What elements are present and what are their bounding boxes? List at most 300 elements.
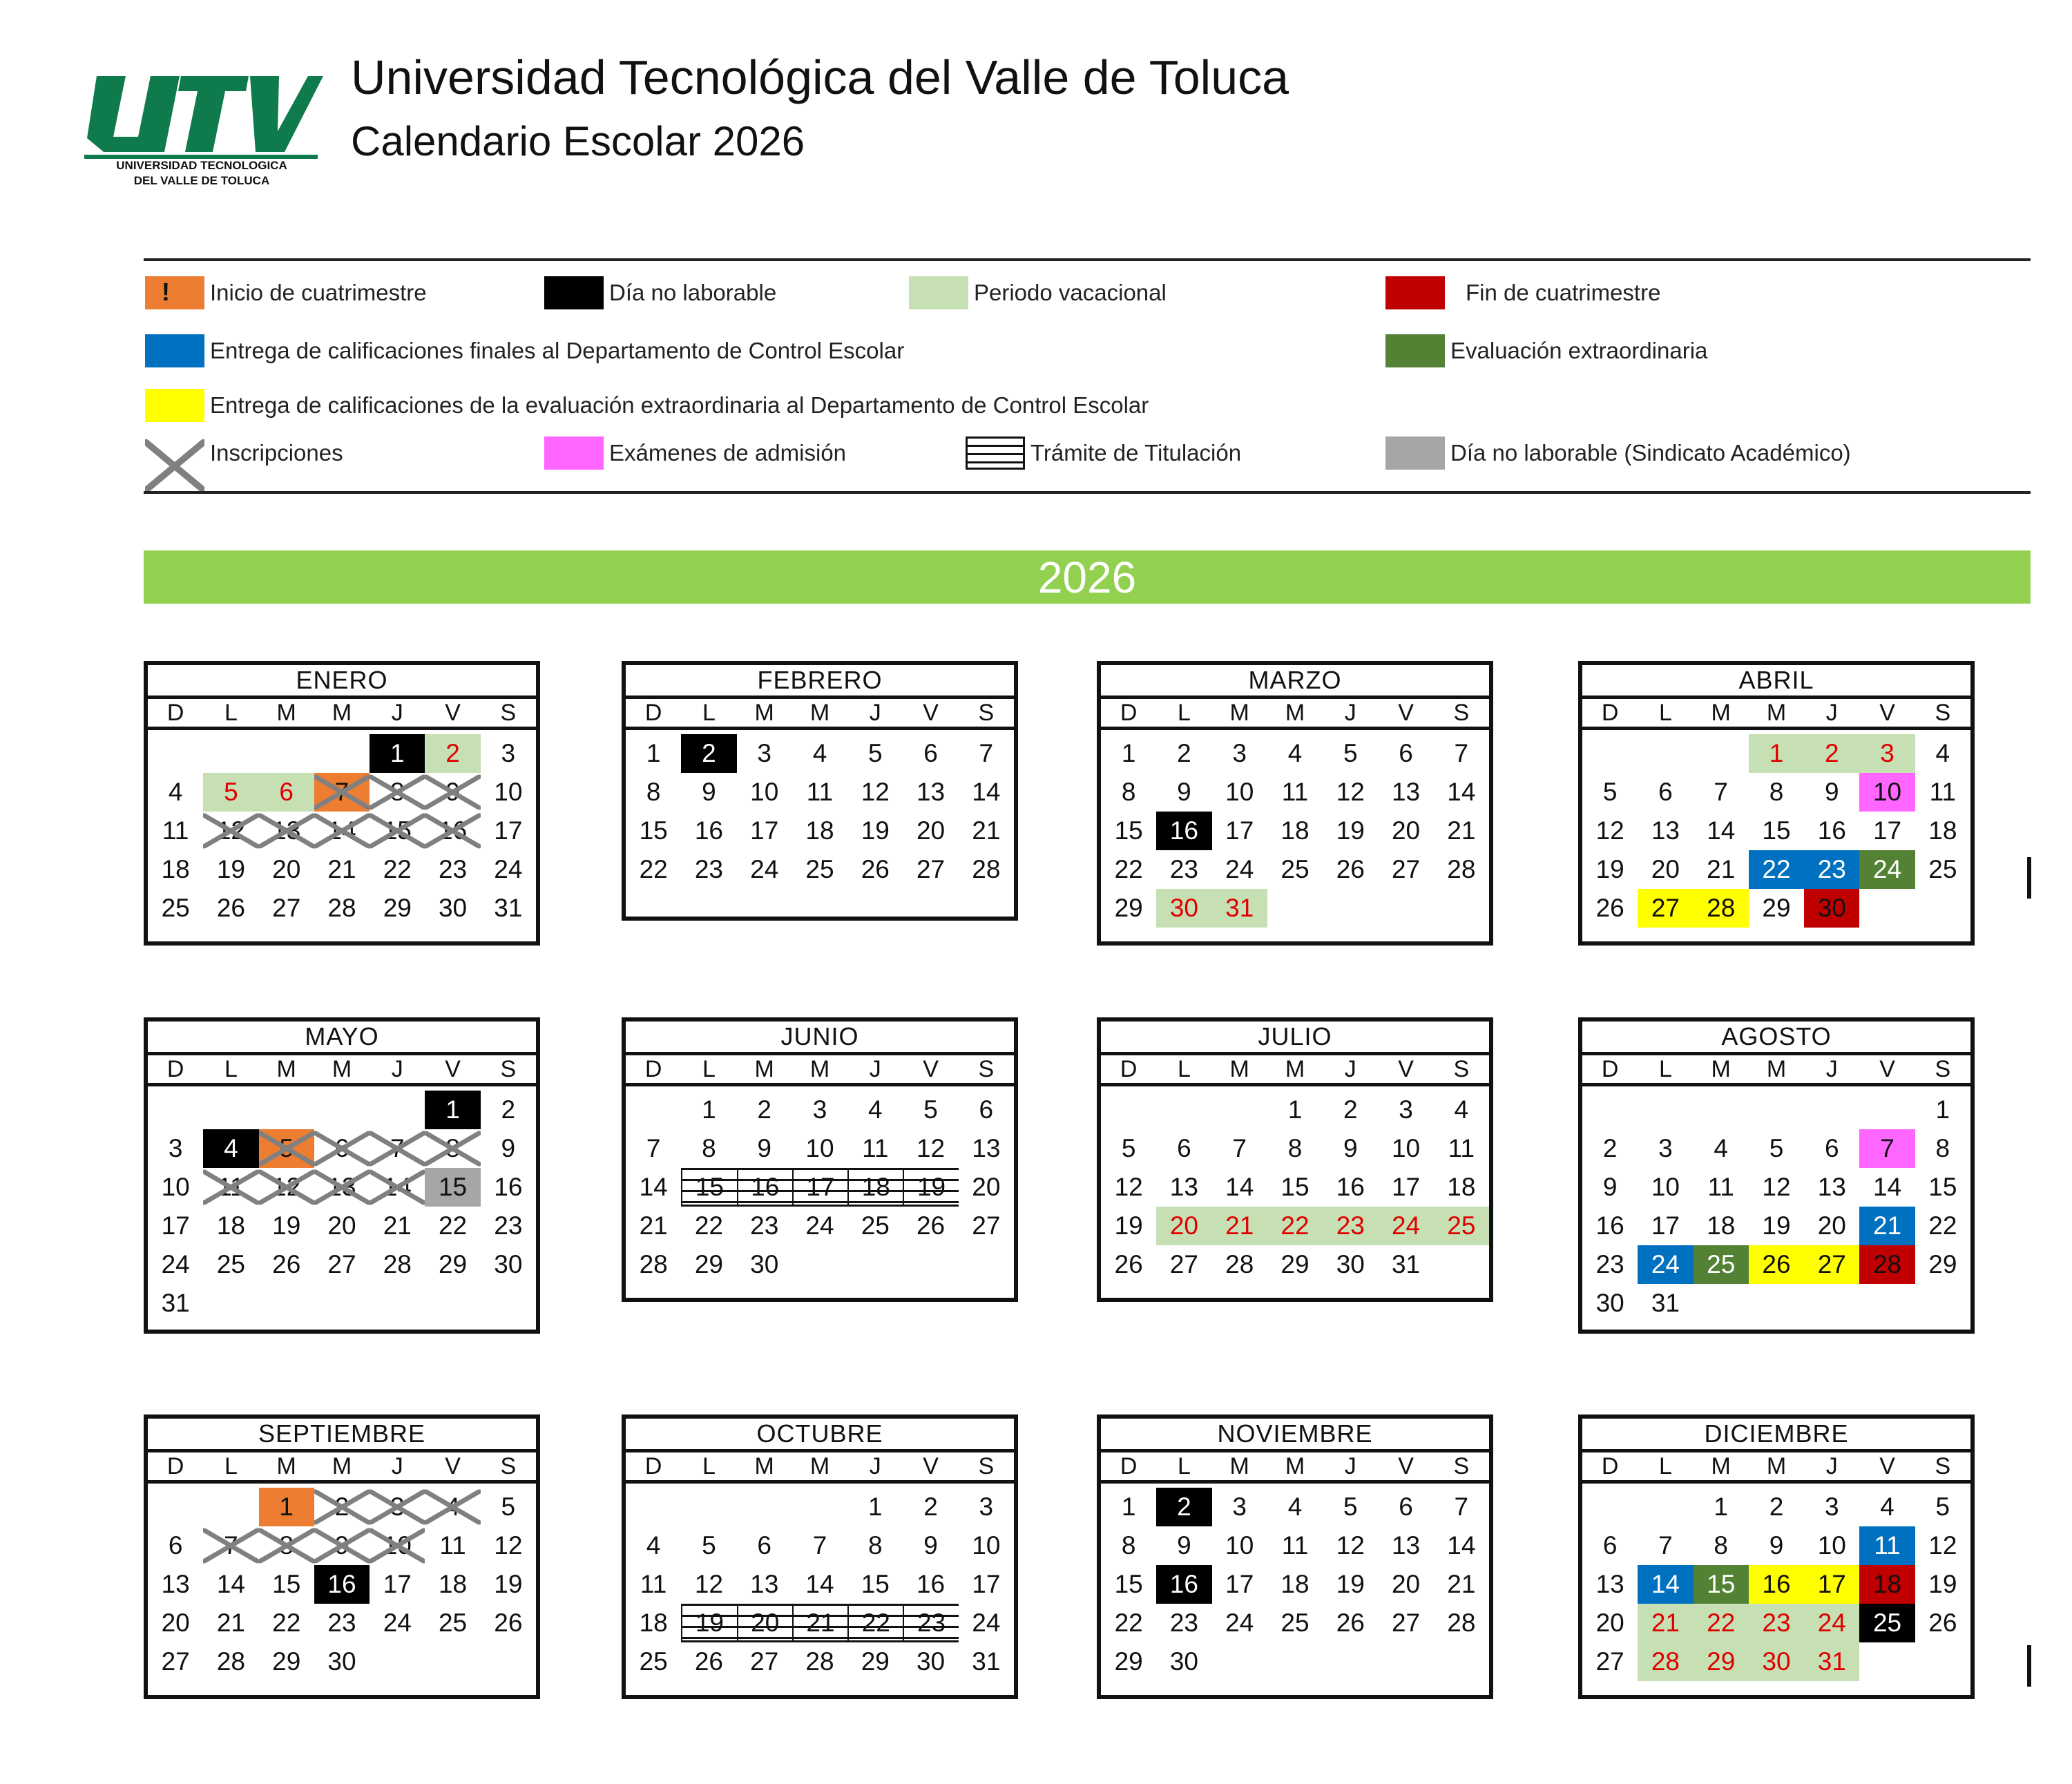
day-cell	[425, 1168, 480, 1207]
day-cell	[1378, 1168, 1433, 1207]
day-cell	[1212, 850, 1267, 889]
weekday-label: M	[809, 699, 830, 726]
empty-cell	[1378, 889, 1433, 928]
day-number: 29	[1707, 1647, 1736, 1676]
day-cell	[259, 1604, 314, 1642]
empty-cell	[626, 1091, 681, 1129]
day-number: 23	[917, 1609, 946, 1637]
day-number: 14	[383, 1173, 412, 1201]
day-cell	[481, 1168, 536, 1207]
weekday-label: V	[1879, 1452, 1895, 1479]
day-number: 28	[327, 894, 356, 922]
day-cell	[792, 773, 847, 812]
inscripcion-mark	[314, 773, 370, 812]
day-number: 27	[1391, 1609, 1421, 1637]
empty-cell	[1638, 734, 1693, 773]
day-number: 24	[1817, 1609, 1846, 1637]
day-cell	[626, 1565, 681, 1604]
weekday-label: S	[1453, 1452, 1470, 1479]
weekday-header	[1582, 1055, 1970, 1086]
empty-cell	[1101, 1091, 1156, 1129]
weekday-label: M	[332, 699, 352, 726]
weekday-label: V	[1398, 1055, 1414, 1082]
inscripcion-mark	[425, 812, 480, 850]
legend-label: Día no laborable (Sindicato Académico)	[1450, 440, 1851, 466]
day-number: 10	[1817, 1531, 1846, 1560]
day-cell	[148, 1129, 203, 1168]
day-cell	[1804, 1526, 1859, 1565]
day-cell	[1267, 1245, 1323, 1284]
weekday-label: V	[1879, 1055, 1895, 1082]
day-cell	[314, 1245, 370, 1284]
day-number: 9	[334, 1531, 349, 1560]
day-cell	[148, 1604, 203, 1642]
weekday-label: L	[1177, 1055, 1191, 1082]
day-number: 17	[161, 1211, 190, 1240]
day-number: 18	[639, 1609, 668, 1637]
empty-cell	[425, 1284, 480, 1323]
day-cell	[148, 812, 203, 850]
day-number: 5	[1935, 1493, 1950, 1521]
day-number: 7	[646, 1134, 661, 1162]
day-grid	[626, 1086, 1014, 1298]
day-number: 13	[1391, 1531, 1421, 1560]
day-cell	[903, 1207, 958, 1245]
day-number: 13	[161, 1570, 190, 1598]
day-number: 1	[279, 1493, 294, 1521]
day-number: 27	[1169, 1250, 1198, 1278]
weekday-label: S	[1935, 1055, 1951, 1082]
day-number: 10	[383, 1531, 412, 1560]
day-cell	[1267, 1488, 1323, 1526]
day-number: 11	[1281, 1531, 1309, 1560]
day-cell	[1749, 734, 1804, 773]
day-cell	[1582, 889, 1638, 928]
day-number: 2	[923, 1493, 938, 1521]
weekday-header	[1101, 1055, 1489, 1086]
day-cell	[847, 812, 903, 850]
day-cell	[1434, 812, 1489, 850]
day-number: 1	[390, 739, 405, 767]
day-number: 31	[1651, 1289, 1680, 1317]
empty-cell	[314, 734, 370, 773]
day-number: 28	[1447, 1609, 1476, 1637]
day-number: 19	[917, 1173, 946, 1201]
page-subtitle: Calendario Escolar 2026	[351, 118, 805, 164]
weekday-label: S	[978, 1452, 995, 1479]
empty-cell	[1638, 1091, 1693, 1129]
day-cell	[1212, 773, 1267, 812]
day-cell	[903, 1129, 958, 1168]
month-name: FEBRERO	[626, 665, 1014, 699]
legend-label: Fin de cuatrimestre	[1466, 280, 1661, 305]
day-number: 8	[1769, 778, 1784, 806]
day-cell	[1212, 1168, 1267, 1207]
day-cell	[203, 1168, 258, 1207]
day-cell	[626, 1642, 681, 1681]
day-cell	[681, 1245, 736, 1284]
day-cell	[1915, 850, 1970, 889]
day-cell	[1694, 850, 1749, 889]
day-number: 3	[757, 739, 771, 767]
inscripcion-mark	[145, 437, 204, 496]
day-number: 20	[1817, 1211, 1846, 1240]
day-number: 7	[1454, 739, 1469, 767]
day-number: 16	[694, 816, 723, 845]
day-cell	[681, 1604, 736, 1642]
day-cell	[259, 1642, 314, 1681]
day-grid	[1582, 730, 1970, 941]
day-number: 17	[806, 1173, 835, 1201]
day-number: 29	[1928, 1250, 1957, 1278]
day-number: 29	[694, 1250, 723, 1278]
day-number: 10	[750, 778, 779, 806]
day-number: 20	[972, 1173, 1001, 1201]
legend-swatch-admision	[544, 437, 604, 470]
day-number: 9	[1177, 778, 1191, 806]
legend-item-fin	[1385, 276, 1660, 309]
empty-cell	[1434, 1245, 1489, 1284]
legend-label: Periodo vacacional	[974, 280, 1167, 305]
weekday-label: S	[1935, 699, 1951, 726]
day-cell	[314, 1488, 370, 1526]
day-cell	[1915, 812, 1970, 850]
year-banner: 2026	[144, 550, 2031, 604]
month-name: DICIEMBRE	[1582, 1419, 1970, 1452]
weekday-label: M	[1711, 1452, 1731, 1479]
day-number: 15	[1762, 816, 1791, 845]
day-number: 10	[805, 1134, 834, 1162]
day-number: 2	[1343, 1095, 1358, 1124]
day-number: 28	[639, 1250, 668, 1278]
empty-cell	[1694, 734, 1749, 773]
empty-cell	[737, 1488, 792, 1526]
day-cell	[1101, 1245, 1156, 1284]
day-cell	[1323, 850, 1378, 889]
day-number: 5	[501, 1493, 516, 1521]
weekday-label: S	[1935, 1452, 1951, 1479]
month-name: MAYO	[148, 1022, 536, 1055]
day-number: 5	[1343, 739, 1358, 767]
day-cell	[1804, 1129, 1859, 1168]
day-cell	[148, 1565, 203, 1604]
day-cell	[626, 1604, 681, 1642]
day-number: 20	[916, 816, 946, 845]
day-number: 18	[861, 1173, 890, 1201]
day-cell	[1804, 850, 1859, 889]
month-abril	[1578, 661, 1975, 946]
day-cell	[1267, 1526, 1323, 1565]
day-number: 3	[390, 1493, 405, 1521]
month-name: JULIO	[1101, 1022, 1489, 1055]
legend-swatch-titulacion	[966, 437, 1025, 470]
day-number: 23	[1817, 855, 1846, 883]
inscripcion-mark	[259, 812, 314, 850]
weekday-label: S	[1453, 699, 1470, 726]
day-cell	[1582, 850, 1638, 889]
day-cell	[1582, 1245, 1638, 1284]
day-number: 20	[327, 1211, 356, 1240]
day-cell	[1749, 1207, 1804, 1245]
weekday-label: L	[1177, 699, 1191, 726]
inscripcion-mark	[370, 773, 425, 812]
day-number: 18	[1872, 1570, 1902, 1598]
day-cell	[626, 1526, 681, 1565]
day-cell	[847, 1168, 903, 1207]
day-cell	[370, 889, 425, 928]
day-cell	[314, 889, 370, 928]
weekday-label: L	[1658, 1452, 1672, 1479]
legend-label: Inicio de cuatrimestre	[210, 280, 427, 305]
day-number: 2	[334, 1493, 349, 1521]
empty-cell	[1582, 734, 1638, 773]
day-number: 11	[862, 1134, 889, 1162]
day-cell	[203, 1245, 258, 1284]
day-number: 6	[979, 1095, 994, 1124]
day-number: 2	[501, 1095, 516, 1124]
day-number: 6	[1177, 1134, 1191, 1162]
day-number: 8	[1121, 1531, 1136, 1560]
day-number: 14	[1447, 778, 1476, 806]
day-cell	[1378, 1245, 1433, 1284]
day-number: 12	[494, 1531, 523, 1560]
day-cell	[1101, 812, 1156, 850]
day-number: 8	[1121, 778, 1136, 806]
day-number: 23	[1169, 855, 1198, 883]
day-cell	[1267, 1565, 1323, 1604]
weekday-label: L	[1658, 699, 1672, 726]
day-number: 12	[1114, 1173, 1143, 1201]
day-number: 3	[1232, 1493, 1247, 1521]
day-number: 9	[1769, 1531, 1784, 1560]
day-number: 19	[1336, 1570, 1365, 1598]
empty-cell	[1434, 889, 1489, 928]
day-number: 2	[757, 1095, 771, 1124]
day-number: 30	[1169, 894, 1198, 922]
day-cell	[1156, 1642, 1211, 1681]
weekday-header	[148, 699, 536, 730]
day-number: 1	[1121, 1493, 1136, 1521]
day-cell	[792, 1565, 847, 1604]
legend-label: Exámenes de admisión	[609, 440, 847, 466]
weekday-label: S	[500, 1055, 517, 1082]
day-cell	[481, 850, 536, 889]
day-number: 20	[751, 1609, 780, 1637]
empty-cell	[681, 1488, 736, 1526]
month-name: ABRIL	[1582, 665, 1970, 699]
day-number: 15	[695, 1173, 724, 1201]
day-cell	[1267, 773, 1323, 812]
empty-cell	[1323, 889, 1378, 928]
day-cell	[1638, 1284, 1693, 1323]
empty-cell	[792, 1488, 847, 1526]
day-cell	[903, 812, 958, 850]
day-number: 9	[445, 778, 460, 806]
day-cell	[681, 850, 736, 889]
day-grid	[1101, 730, 1489, 941]
day-number: 26	[494, 1609, 523, 1637]
day-number: 26	[861, 855, 890, 883]
day-cell	[847, 850, 903, 889]
weekday-label: M	[1766, 1452, 1787, 1479]
day-number: 27	[161, 1647, 190, 1676]
day-cell	[903, 1604, 958, 1642]
day-number: 11	[218, 1173, 244, 1201]
day-number: 3	[1232, 739, 1247, 767]
day-number: 18	[1707, 1211, 1736, 1240]
day-cell	[148, 1168, 203, 1207]
day-number: 24	[805, 1211, 834, 1240]
weekday-label: L	[702, 1055, 716, 1082]
day-number: 24	[1225, 1609, 1254, 1637]
empty-cell	[148, 734, 203, 773]
day-number: 4	[168, 778, 183, 806]
day-number: 6	[279, 778, 294, 806]
day-cell	[481, 1604, 536, 1642]
day-number: 21	[1872, 1211, 1902, 1240]
day-number: 30	[1169, 1647, 1198, 1676]
day-grid	[148, 1484, 536, 1695]
day-number: 3	[168, 1134, 183, 1162]
day-cell	[1804, 1488, 1859, 1526]
weekday-label: M	[754, 1055, 774, 1082]
day-cell	[959, 1091, 1014, 1129]
month-noviembre	[1097, 1414, 1493, 1699]
day-cell	[1378, 773, 1433, 812]
day-number: 21	[1225, 1211, 1254, 1240]
day-number: 24	[494, 855, 523, 883]
weekday-header	[148, 1055, 536, 1086]
day-number: 21	[639, 1211, 668, 1240]
empty-cell	[1694, 1284, 1749, 1323]
weekday-header	[1101, 1452, 1489, 1484]
day-number: 12	[1928, 1531, 1957, 1560]
month-junio	[622, 1017, 1018, 1302]
day-cell	[959, 850, 1014, 889]
day-cell	[1859, 1565, 1915, 1604]
day-cell	[1378, 1207, 1433, 1245]
day-cell	[1434, 850, 1489, 889]
day-number: 23	[1169, 1609, 1198, 1637]
day-number: 23	[327, 1609, 356, 1637]
day-cell	[903, 1642, 958, 1681]
day-cell	[626, 1245, 681, 1284]
legend-label: Inscripciones	[210, 440, 343, 466]
day-cell	[148, 850, 203, 889]
day-number: 25	[216, 1250, 245, 1278]
empty-cell	[1212, 1642, 1267, 1681]
day-cell	[1156, 773, 1211, 812]
day-cell	[314, 850, 370, 889]
empty-cell	[1804, 1091, 1859, 1129]
day-cell	[792, 1207, 847, 1245]
day-cell	[1749, 1245, 1804, 1284]
day-number: 19	[695, 1609, 724, 1637]
day-number: 17	[494, 816, 523, 845]
day-number: 28	[216, 1647, 245, 1676]
day-number: 11	[1281, 778, 1309, 806]
day-number: 21	[327, 855, 356, 883]
day-cell	[1582, 1604, 1638, 1642]
day-number: 2	[702, 739, 716, 767]
day-cell	[481, 773, 536, 812]
day-number: 25	[1447, 1211, 1476, 1240]
day-number: 2	[1177, 1493, 1191, 1521]
day-cell	[1694, 1245, 1749, 1284]
inscripcion-mark	[259, 1168, 314, 1207]
empty-cell	[1156, 1091, 1211, 1129]
day-cell	[259, 812, 314, 850]
day-number: 19	[1595, 855, 1624, 883]
weekday-label: L	[1658, 1055, 1672, 1082]
day-cell	[903, 1565, 958, 1604]
day-cell	[1323, 734, 1378, 773]
legend-swatch-no_laborable	[544, 276, 604, 309]
day-number: 8	[1935, 1134, 1950, 1162]
day-cell	[847, 1604, 903, 1642]
day-number: 16	[916, 1570, 946, 1598]
day-number: 22	[1114, 1609, 1143, 1637]
weekday-label: J	[869, 699, 881, 726]
day-cell	[370, 1526, 425, 1565]
day-number: 22	[1707, 1609, 1736, 1637]
day-number: 2	[1824, 739, 1839, 767]
day-cell	[1101, 1565, 1156, 1604]
day-number: 26	[216, 894, 245, 922]
day-number: 3	[1824, 1493, 1839, 1521]
weekday-label: V	[445, 1055, 461, 1082]
empty-cell	[203, 734, 258, 773]
day-cell	[737, 734, 792, 773]
day-number: 9	[1602, 1173, 1618, 1201]
day-number: 7	[812, 1531, 827, 1560]
day-cell	[959, 1526, 1014, 1565]
weekday-label: D	[166, 1452, 184, 1479]
empty-cell	[626, 1488, 681, 1526]
day-number: 21	[806, 1609, 835, 1637]
empty-cell	[1267, 1642, 1323, 1681]
day-number: 17	[1225, 1570, 1254, 1598]
legend-swatch-inscripciones	[145, 437, 204, 470]
day-number: 17	[750, 816, 779, 845]
day-number: 30	[750, 1250, 779, 1278]
day-number: 10	[1225, 1531, 1254, 1560]
empty-cell	[1749, 1091, 1804, 1129]
day-cell	[425, 1488, 480, 1526]
day-number: 28	[1651, 1647, 1680, 1676]
weekday-label: M	[1766, 1055, 1787, 1082]
day-number: 1	[1714, 1493, 1728, 1521]
day-number: 19	[494, 1570, 523, 1598]
weekday-label: L	[224, 1055, 238, 1082]
day-number: 10	[1872, 778, 1902, 806]
weekday-label: M	[1285, 1055, 1305, 1082]
day-cell	[1915, 1245, 1970, 1284]
day-cell	[1582, 1129, 1638, 1168]
day-cell	[1156, 1488, 1211, 1526]
day-cell	[259, 1168, 314, 1207]
day-cell	[1694, 1526, 1749, 1565]
day-number: 21	[216, 1609, 245, 1637]
day-cell	[370, 1565, 425, 1604]
legend-item-vacacional	[909, 276, 1167, 309]
day-cell	[681, 1207, 736, 1245]
day-number: 15	[1707, 1570, 1736, 1598]
day-number: 31	[972, 1647, 1001, 1676]
day-number: 15	[1114, 1570, 1143, 1598]
day-cell	[1323, 1604, 1378, 1642]
day-cell	[959, 1488, 1014, 1526]
